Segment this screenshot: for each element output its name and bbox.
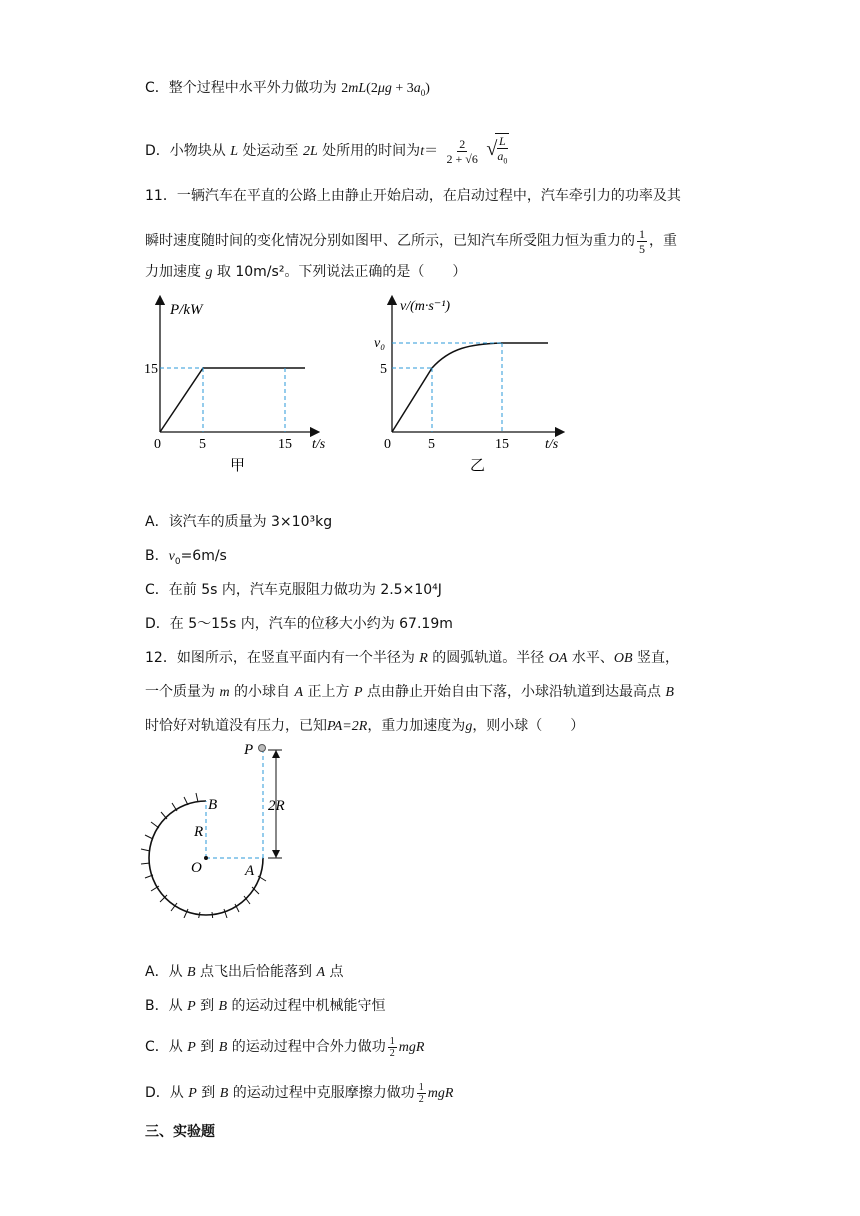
q11-option-c: C．在前 5s 内，汽车克服阻力做功为 2.5×10⁴J	[145, 582, 442, 598]
label-A: A	[245, 863, 255, 879]
jia-ytick: 15	[144, 362, 158, 377]
q12-option-a: A．从 B 点飞出后恰能落到 A 点	[145, 964, 344, 980]
q12-option-d: D．从 P 到 B 的运动过程中克服摩擦力做功 $\frac{1}{2}$ mgR	[145, 1081, 454, 1105]
label-R: R	[194, 824, 204, 840]
graph-yi	[370, 292, 570, 477]
jia-xlabel: t/s	[312, 437, 326, 452]
q12-option-b: B．从 P 到 B 的运动过程中机械能守恒	[145, 998, 386, 1014]
yi-ytick-5: 5	[380, 362, 387, 377]
label-O: O	[191, 860, 202, 876]
q11-option-b: B．$v_0=6m/s$	[145, 548, 227, 567]
ball-P	[259, 745, 266, 752]
yi-xtick-15: 15	[495, 437, 509, 452]
label-B: B	[208, 797, 218, 813]
yi-velocity-curve	[392, 343, 548, 432]
label-2R: 2R	[268, 798, 285, 814]
q11-option-d: D．在 5～15s 内，汽车的位移大小约为 67.19m	[145, 616, 453, 632]
jia-power-curve	[160, 368, 305, 432]
q11-line-1: 11．一辆汽车在平直的公路上由静止开始启动，在启动过程中，汽车牵引力的功率及其	[145, 188, 681, 204]
q10-d-sqrt: $\frac{L}{a_0}$	[495, 133, 509, 168]
q12-diagram	[140, 738, 300, 918]
yi-ylabel: v/(m·s⁻¹)	[400, 299, 451, 314]
q11-fraction: $\frac{1}{5}$	[639, 226, 645, 256]
q12-line-3: 时恰好对轨道没有压力，已知PA=2R，重力加速度为g，则小球（ ）	[145, 718, 585, 734]
point-O	[204, 856, 208, 860]
yi-ytick-v0: v₀	[374, 336, 386, 351]
q10-c-formula: $2mL(2\mu g + 3a_0)$	[341, 81, 430, 98]
jia-caption: 甲	[230, 458, 246, 474]
yi-xlabel: t/s	[545, 437, 559, 452]
graph-jia	[140, 292, 340, 477]
yi-caption: 乙	[470, 458, 486, 474]
label-P: P	[244, 742, 254, 758]
q10-d-fraction: $\frac{2}{2 + √6}$	[446, 136, 478, 166]
jia-origin: 0	[154, 437, 161, 452]
yi-xtick-5: 5	[428, 437, 435, 452]
jia-xtick-15: 15	[278, 437, 292, 452]
jia-xtick-5: 5	[199, 437, 206, 452]
q12-line-1: 12．如图所示，在竖直平面内有一个半径为 R 的圆弧轨道。半径 OA 水平、OB 竖直，	[145, 650, 679, 666]
q12-option-c: C．从 P 到 B 的运动过程中合外力做功 $\frac{1}{2}$ mgR	[145, 1035, 425, 1059]
q12-c-fraction: $\frac{1}{2}$	[389, 1035, 395, 1059]
q10-option-c: C．整个过程中水平外力做功为 $2mL(2\mu g + 3a_0)$	[145, 80, 430, 98]
q11-line-2: 瞬时速度随时间的变化情况分别如图甲、乙所示，已知汽车所受阻力恒为重力的 $\frac{1}{5}$ ，重	[145, 226, 677, 256]
jia-ylabel: P/kW	[170, 302, 203, 318]
yi-origin: 0	[384, 437, 391, 452]
q12-d-fraction: $\frac{1}{2}$	[418, 1081, 424, 1105]
q10-option-d: D．小物块从 L 处运动至 2L 处所用的时间为t＝ $\frac{2}{2 + √6}$ √ $\frac{L}{a_0}$	[145, 132, 511, 169]
section-heading: 三、实验题	[145, 1124, 215, 1140]
q11-option-a: A．该汽车的质量为 3×10³kg	[145, 514, 333, 530]
arc-hatch	[141, 793, 266, 918]
q12-line-2: 一个质量为 m 的小球自 A 正上方 P 点由静止开始自由下落，小球沿轨道到达最高点 B	[145, 684, 674, 700]
q11-line-3: 力加速度 g 取 10m/s²。下列说法正确的是（ ）	[145, 264, 467, 280]
